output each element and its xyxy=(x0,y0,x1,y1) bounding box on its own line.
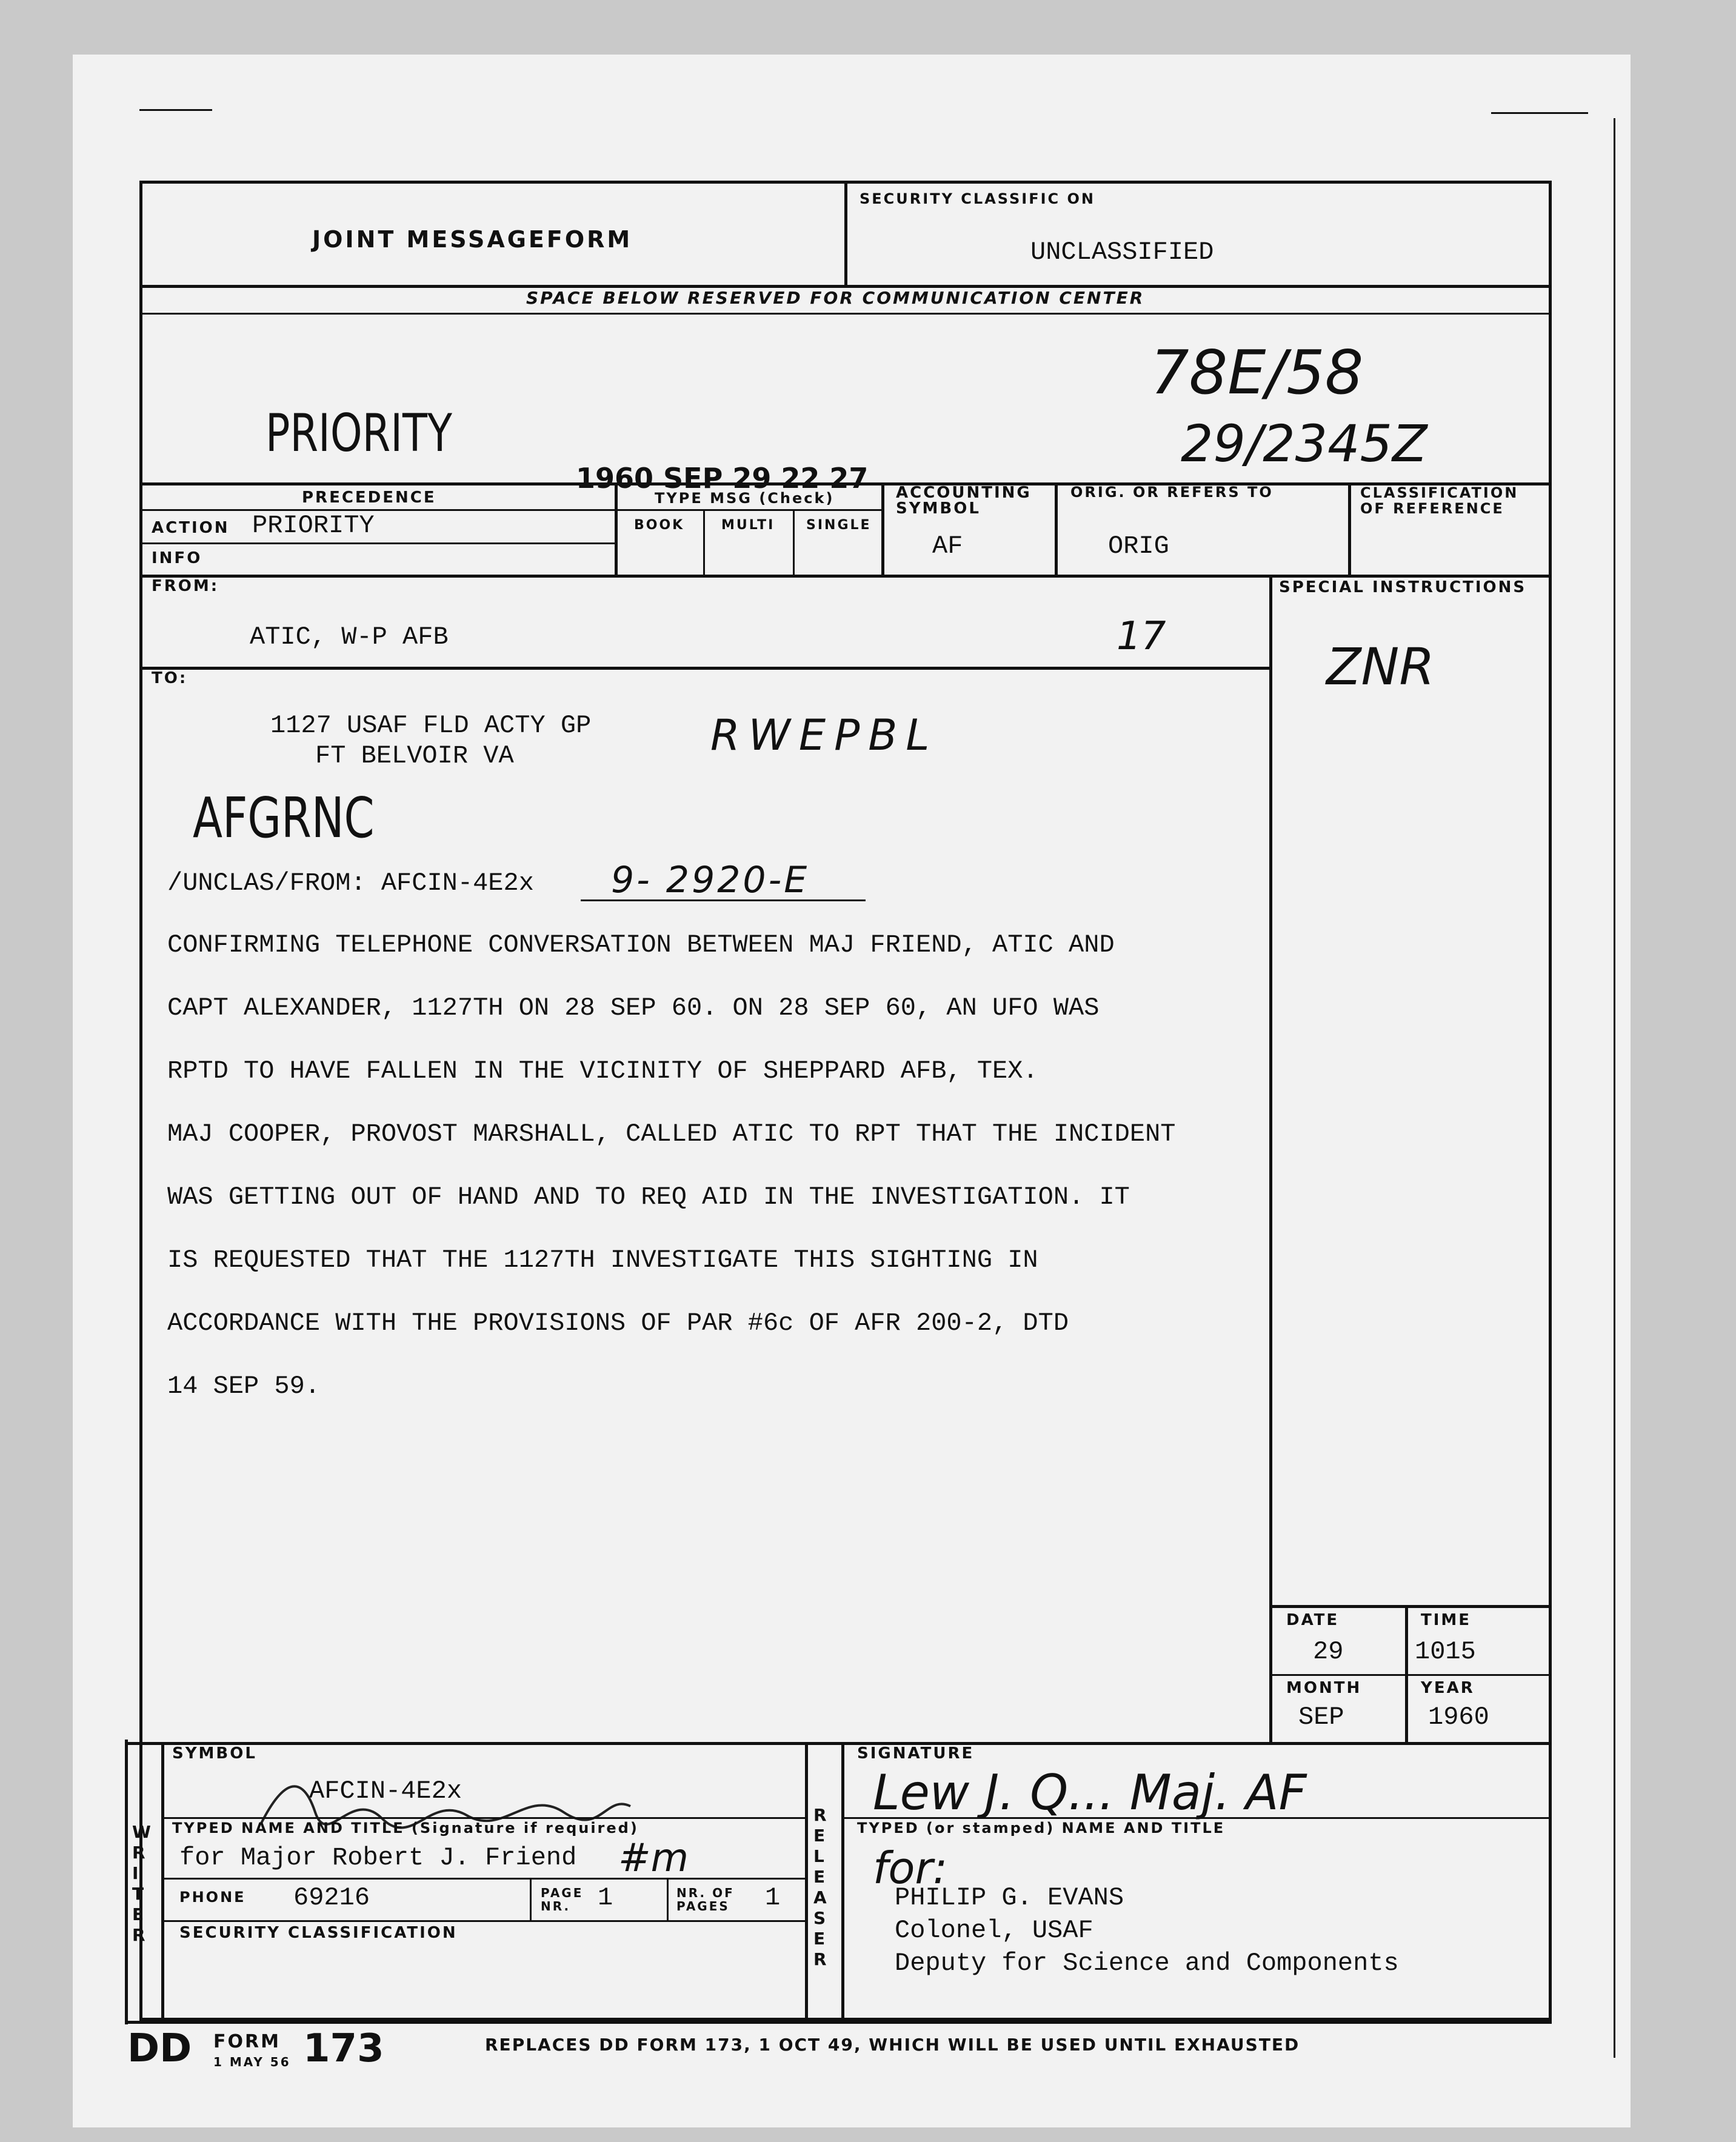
accounting-symbol-value: AF xyxy=(932,532,963,561)
page-nr-value: 1 xyxy=(598,1883,613,1912)
message-body-line: IS REQUESTED THAT THE 1127TH INVESTIGATE THIS SIGHTING IN xyxy=(167,1246,1038,1275)
comm-center-caption: SPACE BELOW RESERVED FOR COMMUNICATION CENTER xyxy=(526,288,1145,308)
datetime-middle-rule xyxy=(1269,1674,1552,1676)
writer-symbol-label: SYMBOL xyxy=(172,1744,257,1763)
month-label: MONTH xyxy=(1286,1679,1362,1697)
datetime-center-rule xyxy=(1405,1605,1408,1742)
orig-refers-label: ORIG. OR REFERS TO xyxy=(1070,484,1274,501)
priority-stamp: PRIORITY xyxy=(265,403,452,464)
from-value: ATIC, W-P AFB xyxy=(250,622,449,652)
handwritten-dtg: 29/2345Z xyxy=(1181,414,1427,473)
orig-left-rule xyxy=(1055,482,1058,576)
message-body-line: CONFIRMING TELEPHONE CONVERSATION BETWEEN MAJ FRIEND, ATIC AND xyxy=(167,930,1115,959)
writer-side-label: WRITER xyxy=(132,1822,151,1945)
type-multi-rule xyxy=(793,509,795,576)
multi-label: MULTI xyxy=(721,518,775,533)
precedence-top-rule xyxy=(139,482,1552,485)
form-bottom-outer xyxy=(125,2021,1552,2024)
from-label: FROM: xyxy=(152,577,219,595)
writer-symbol-value: AFCIN-4E2x xyxy=(309,1777,462,1806)
single-label: SINGLE xyxy=(806,518,872,533)
releaser-typed-label: TYPED (or stamped) NAME AND TITLE xyxy=(857,1820,1226,1837)
special-instructions-left-rule xyxy=(1269,575,1272,1742)
phone-label: PHONE xyxy=(179,1889,246,1906)
security-classification-label: SECURITY CLASSIFIC ON xyxy=(860,190,1095,207)
message-body-line: 14 SEP 59. xyxy=(167,1372,321,1401)
accounting-left-rule xyxy=(881,482,884,576)
info-label: INFO xyxy=(152,549,202,567)
replaces-note: REPLACES DD FORM 173, 1 OCT 49, WHICH WILL BE USED UNTIL EXHAUSTED xyxy=(485,2035,1300,2055)
time-value: 1015 xyxy=(1415,1637,1476,1666)
date-time-stamp: 1960 SEP 29 22 27 xyxy=(576,462,869,495)
type-msg-underline xyxy=(615,509,881,511)
precedence-label: PRECEDENCE xyxy=(302,489,436,507)
message-number-underline xyxy=(581,899,866,901)
releaser-side-label: RELEASER xyxy=(813,1805,827,1969)
writer-security-classification-label: SECURITY CLASSIFICATION xyxy=(179,1924,458,1942)
writer-typed-label: TYPED NAME AND TITLE (Signature if required) xyxy=(172,1820,639,1837)
top-rule-right xyxy=(1491,112,1588,114)
date-label: DATE xyxy=(1286,1611,1340,1629)
releaser-signature: Lew J. Q... Maj. AF xyxy=(873,1764,1307,1821)
message-body-line: MAJ COOPER, PROVOST MARSHALL, CALLED ATIC TO RPT THAT THE INCIDENT xyxy=(167,1119,1176,1149)
year-label: YEAR xyxy=(1421,1679,1475,1697)
message-header: /UNCLAS/FROM: AFCIN-4E2x xyxy=(167,869,534,898)
to-label: TO: xyxy=(152,669,188,687)
type-book-rule xyxy=(703,509,705,576)
releaser-title: Deputy for Science and Components xyxy=(895,1949,1399,1978)
precedence-underline xyxy=(139,509,615,511)
special-instructions-value: ZNR xyxy=(1326,637,1435,696)
writer-typed-top-rule xyxy=(161,1817,805,1819)
dd-label: DD xyxy=(127,2026,192,2071)
phone-value: 69216 xyxy=(293,1883,370,1912)
header-divider xyxy=(844,181,847,285)
page-nr-left-rule xyxy=(530,1878,532,1920)
form-title: JOINT MESSAGEFORM xyxy=(312,226,633,253)
time-label: TIME xyxy=(1421,1611,1472,1629)
form-date: 1 MAY 56 xyxy=(213,2055,291,2069)
right-edge-line xyxy=(1614,118,1615,2058)
to-address-line-1: 1127 USAF FLD ACTY GP xyxy=(270,711,592,740)
writer-typed-value: for Major Robert J. Friend xyxy=(179,1843,577,1872)
form-frame-left-outer xyxy=(125,1740,128,2024)
releaser-left-rule xyxy=(805,1742,808,2021)
type-msg-label: TYPE MSG (Check) xyxy=(655,490,835,507)
signature-section-top-rule xyxy=(125,1742,1552,1745)
action-label: ACTION xyxy=(152,519,230,537)
routing-indicator: RWEPBL xyxy=(710,710,938,760)
action-value: PRIORITY xyxy=(252,511,375,540)
date-value: 29 xyxy=(1313,1637,1344,1666)
to-top-rule xyxy=(139,667,1269,670)
releaser-name: PHILIP G. EVANS xyxy=(895,1883,1124,1912)
to-address-line-2: FT BELVOIR VA xyxy=(315,741,514,770)
message-body-line: CAPT ALEXANDER, 1127TH ON 28 SEP 60. ON 28 SEP 60, AN UFO WAS xyxy=(167,993,1100,1023)
action-underline xyxy=(139,542,615,544)
nr-of-pages-label: NR. OF PAGES xyxy=(676,1886,735,1913)
message-body-line: WAS GETTING OUT OF HAND AND TO REQ AID IN THE INVESTIGATION. IT xyxy=(167,1183,1130,1212)
year-value: 1960 xyxy=(1428,1703,1489,1732)
form-number: 173 xyxy=(303,2026,384,2071)
classref-left-rule xyxy=(1348,482,1351,576)
message-body-line: RPTD TO HAVE FALLEN IN THE VICINITY OF SHEPPARD AFB, TEX. xyxy=(167,1056,1038,1086)
releaser-signature-label: SIGNATURE xyxy=(857,1744,975,1763)
accounting-symbol-label: ACCOUNTING SYMBOL xyxy=(896,484,1032,518)
month-value: SEP xyxy=(1298,1703,1344,1732)
releaser-rank: Colonel, USAF xyxy=(895,1916,1093,1945)
classification-of-reference-label: CLASSIFICATION OF REFERENCE xyxy=(1360,484,1519,517)
top-rule-left xyxy=(139,109,212,111)
datetime-top-rule xyxy=(1269,1605,1552,1608)
nr-pages-left-rule xyxy=(667,1878,669,1920)
orig-refers-value: ORIG xyxy=(1108,532,1169,561)
releaser-typed-top-rule xyxy=(841,1817,1552,1819)
comm-center-bottom-rule xyxy=(139,313,1552,315)
typemsg-left-rule xyxy=(615,482,618,576)
phone-top-rule xyxy=(161,1878,805,1880)
message-body-line: ACCORDANCE WITH THE PROVISIONS OF PAR #6c OF AFR 200-2, DTD xyxy=(167,1309,1069,1338)
page-nr-label: PAGE NR. xyxy=(541,1886,584,1913)
nr-of-pages-value: 1 xyxy=(765,1883,781,1912)
form-word: FORM xyxy=(213,2031,281,2052)
handwritten-file-number: 78E/58 xyxy=(1150,337,1364,408)
releaser-side-rule xyxy=(841,1742,844,2021)
security-top-rule xyxy=(161,1920,805,1922)
from-top-rule xyxy=(139,575,1552,578)
writer-side-rule xyxy=(161,1742,164,2021)
writer-initials: #m xyxy=(618,1836,689,1881)
from-hand-mark: 17 xyxy=(1117,614,1166,659)
special-instructions-label: SPECIAL INSTRUCTIONS xyxy=(1279,578,1527,596)
book-label: BOOK xyxy=(634,518,685,533)
message-number: 9- 2920-E xyxy=(611,859,810,901)
releaser-for-mark: for: xyxy=(873,1843,948,1893)
security-classification-value: UNCLASSIFIED xyxy=(1030,238,1214,267)
afgrnc-stamp: AFGRNC xyxy=(193,786,375,850)
